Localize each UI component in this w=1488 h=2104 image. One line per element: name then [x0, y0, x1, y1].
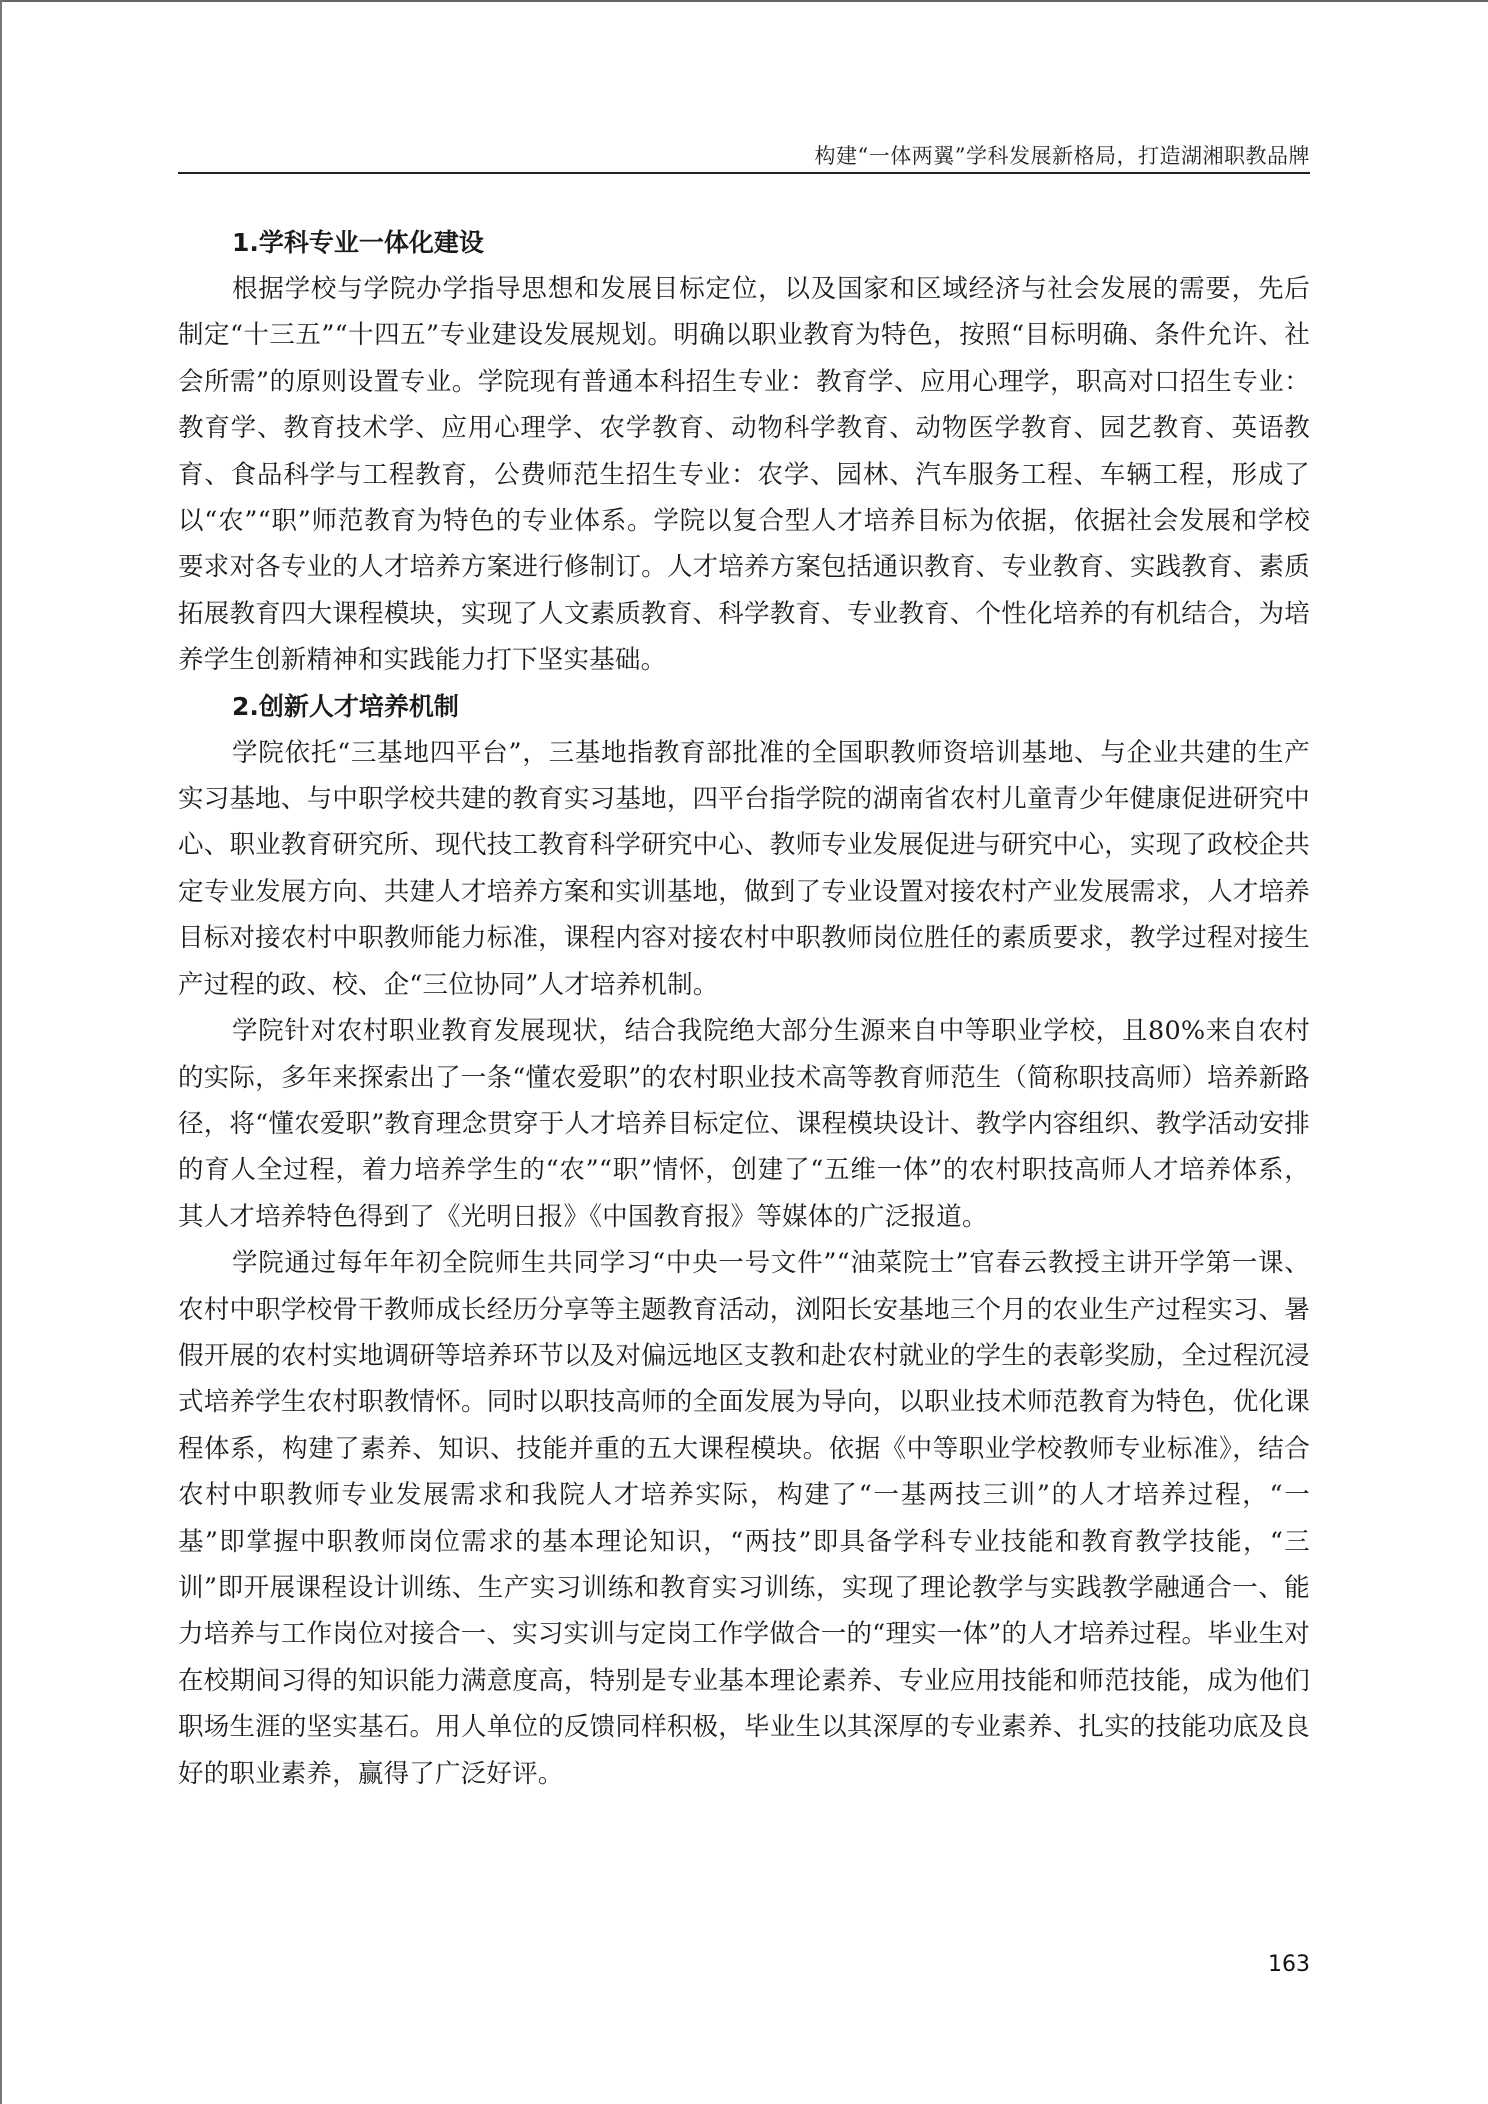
section-heading: 1.学科专业一体化建设 — [232, 228, 484, 257]
running-header: 构建“一体两翼”学科发展新格局，打造湖湘职教品牌 — [814, 144, 1310, 168]
scan-left-border — [0, 0, 2, 2104]
header-rule — [178, 172, 1310, 174]
body-text — [178, 220, 1310, 1797]
paragraph: 学院通过每年年初全院师生共同学习“中央一号文件”“油菜院士”官春云教授主讲开学第一课、农村中职学校骨干教师成长经历分享等主题教育活动，浏阳长安基地三个月的农业生产过程实习、暑假开展的农村实地调研等培养环节以及对偏远地区支教和赴农村就业的学生的表彰奖励，全过程沉浸式培养学生农村职教情怀。同时以职技高师的全面发展为导向，以职业技术师范教育为特色，优化课程体系，构建了素养、知识、技能并重的五大课程模块。依据《中等职业学校教师专业标准》，结合农村中职教师专业发展需求和我院人才培养实际，构建了“一基两技三训”的人才培养过程，“一基”即掌握中职教师岗位需求的基本理论知识，“两技”即具备学科专业技能和教育教学技能，“三训”即开展课程设计训练、生产实习训练和教育实习训练，实现了理论教学与实践教学融通合一、能力培养与工作岗位对接合一、实习实训与定岗工作学做合一的“理实一体”的人才培养过程。毕业生对在校期间习得的知识能力满意度高，特别是专业基本理论素养、专业应用技能和师范技能，成为他们职场生涯的坚实基石。用人单位的反馈同样积极，毕业生以其深厚的专业素养、扎实的技能功底及良好的职业素养，赢得了广泛好评。 — [178, 1248, 1310, 1789]
paragraph: 学院依托“三基地四平台”，三基地指教育部批准的全国职教师资培训基地、与企业共建的生产实习基地、与中职学校共建的教育实习基地，四平台指学院的湖南省农村儿童青少年健康促进研究中心、职业教育研究所、现代技工教育科学研究中心、教师专业发展促进与研究中心，实现了政校企共定专业发展方向、共建人才培养方案和实训基地，做到了专业设置对接农村产业发展需求，人才培养目标对接农村中职教师能力标准，课程内容对接农村中职教师岗位胜任的素质要求，教学过程对接生产过程的政、校、企“三位协同”人才培养机制。 — [178, 737, 1310, 1000]
paragraph: 根据学校与学院办学指导思想和发展目标定位，以及国家和区域经济与社会发展的需要，先后制定“十三五”“十四五”专业建设发展规划。明确以职业教育为特色，按照“目标明确、条件允许、社会所需”的原则设置专业。学院现有普通本科招生专业：教育学、应用心理学，职高对口招生专业：教育学、教育技术学、应用心理学、农学教育、动物科学教育、动物医学教育、园艺教育、英语教育、食品科学与工程教育，公费师范生招生专业：农学、园林、汽车服务工程、车辆工程，形成了以“农”“职”师范教育为特色的专业体系。学院以复合型人才培养目标为依据，依据社会发展和学校要求对各专业的人才培养方案进行修制订。人才培养方案包括通识教育、专业教育、实践教育、素质拓展教育四大课程模块，实现了人文素质教育、科学教育、专业教育、个性化培养的有机结合，为培养学生创新精神和实践能力打下坚实基础。 — [178, 274, 1310, 676]
paragraph: 学院针对农村职业教育发展现状，结合我院绝大部分生源来自中等职业学校，且80%来自农村的实际，多年来探索出了一条“懂农爱职”的农村职业技术高等教育师范生（简称职技高师）培养新路径，将“懂农爱职”教育理念贯穿于人才培养目标定位、课程模块设计、教学内容组织、教学活动安排的育人全过程，着力培养学生的“农”“职”情怀，创建了“五维一体”的农村职技高师人才培养体系，其人才培养特色得到了《光明日报》《中国教育报》等媒体的广泛报道。 — [178, 1016, 1310, 1232]
page-number: 163 — [1268, 1952, 1310, 1977]
document-page — [178, 0, 1310, 2104]
section-heading: 2.创新人才培养机制 — [232, 691, 459, 721]
